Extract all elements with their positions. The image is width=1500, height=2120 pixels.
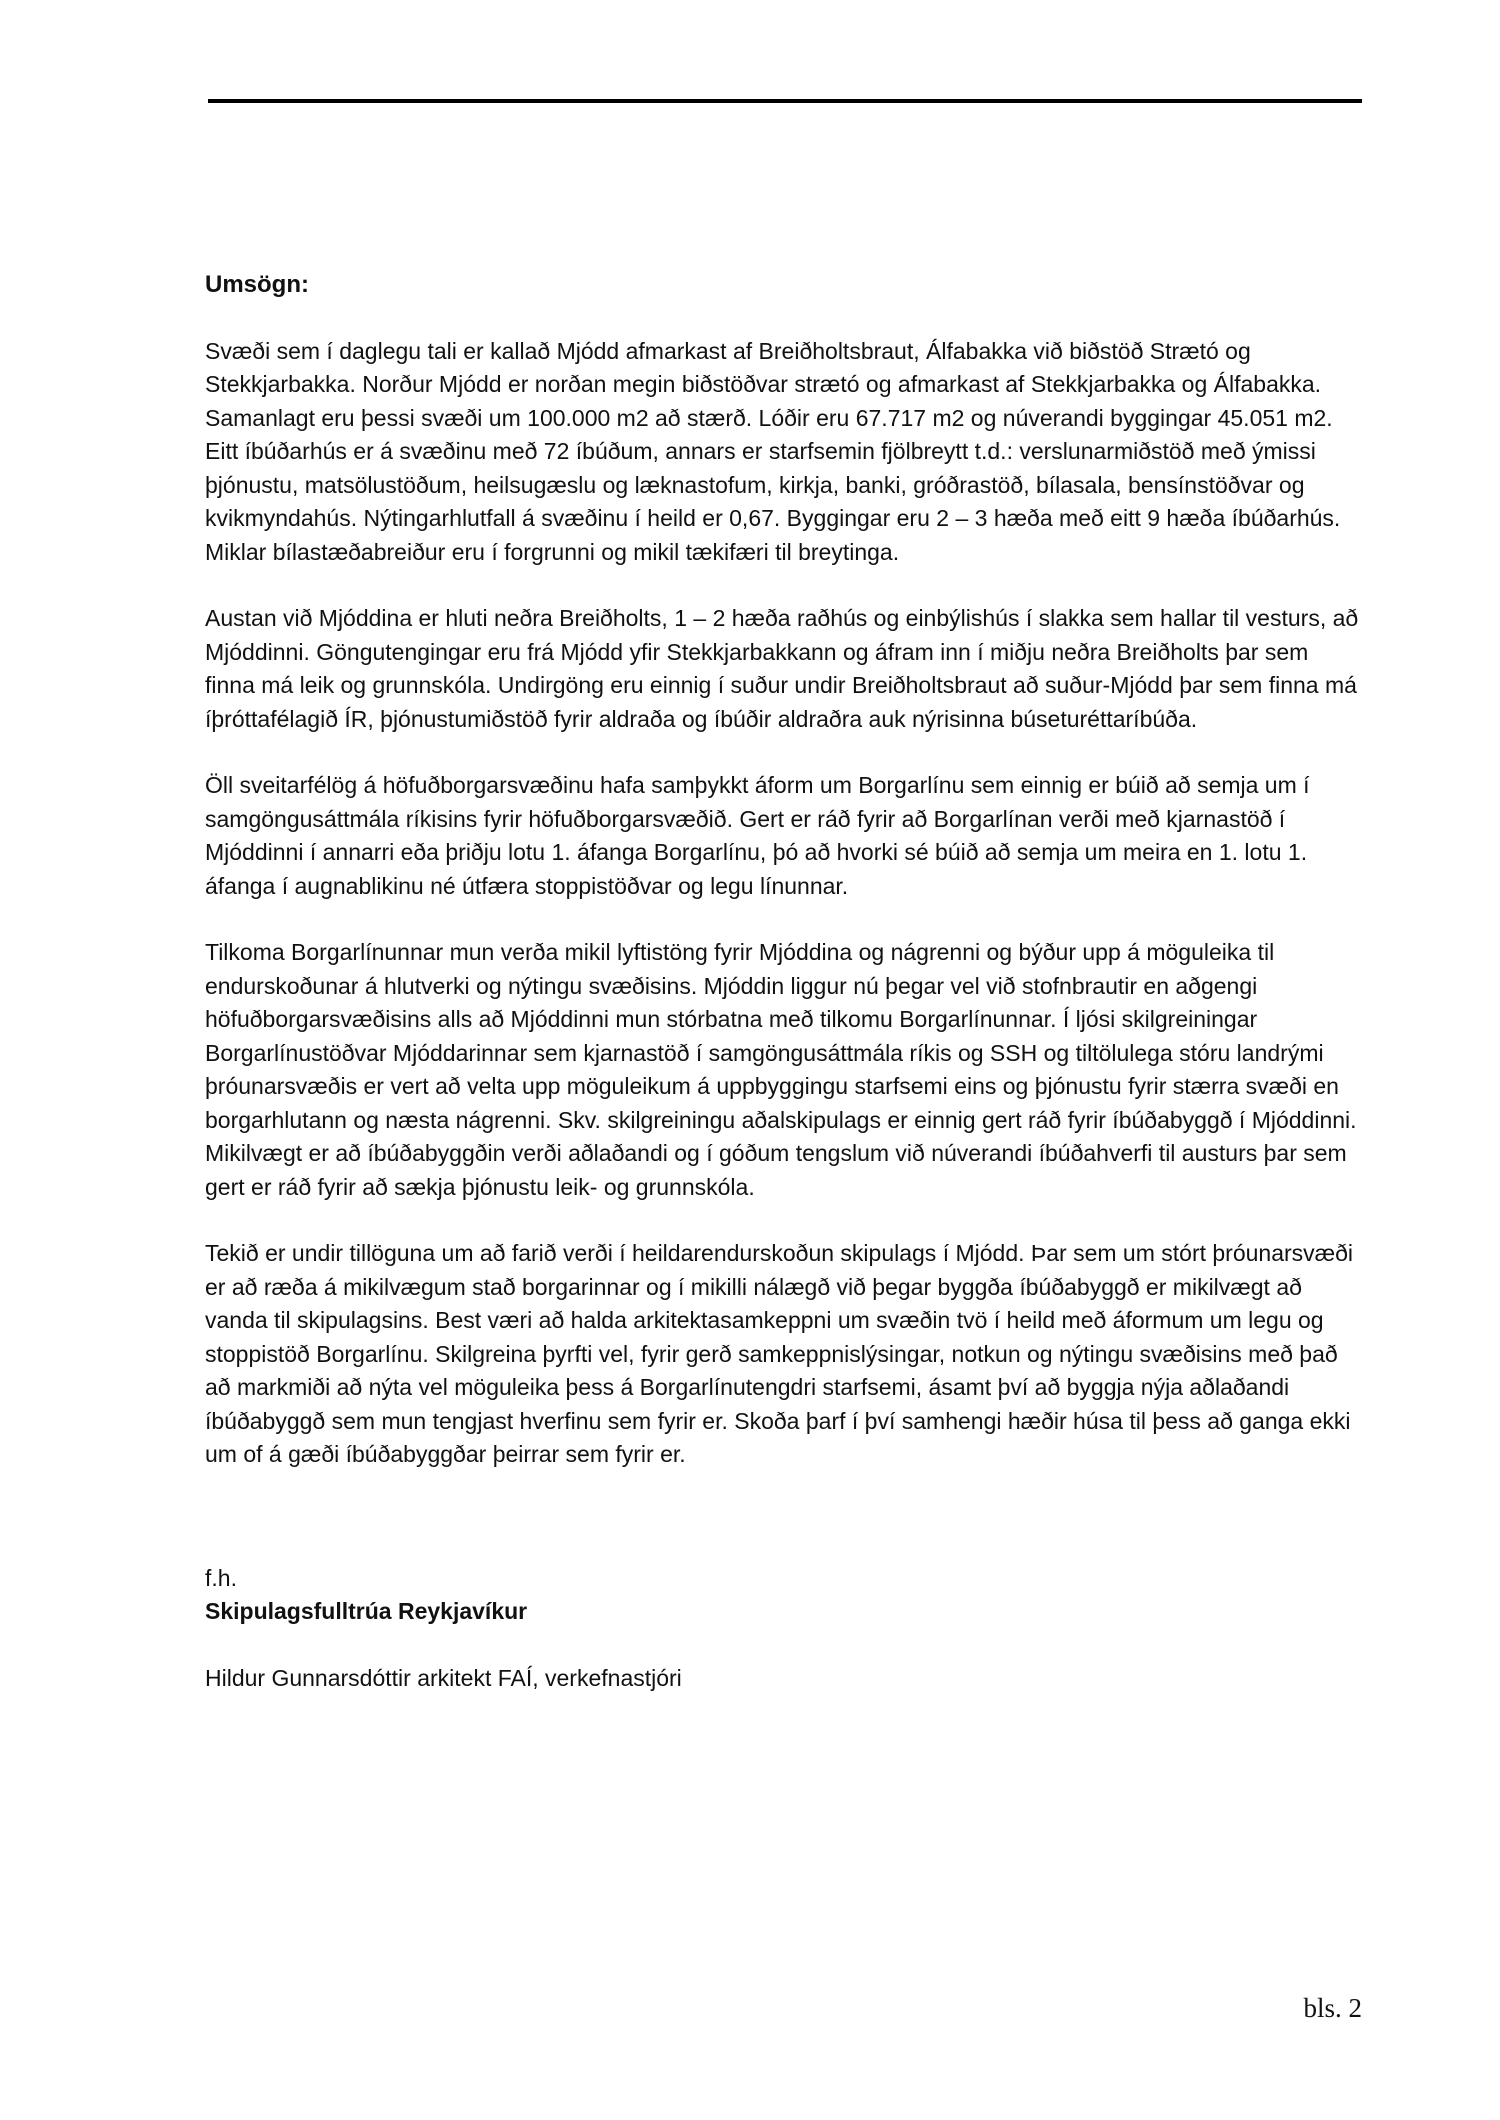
body-paragraph-2: Austan við Mjóddina er hluti neðra Breiðholts, 1 – 2 hæða raðhús og einbýlishús í slakka sem hallar til vesturs, að Mjóddinni. Göngutengingar eru frá Mjódd yfir Stekkjarbakkann og áfram inn í miðju neðra Breiðholts þar sem finna má leik og grunnskóla. Undirgöng eru einnig í suður undir Breiðholtsbraut að suður-Mjódd þar sem finna má íþróttafélagið ÍR, þjónustumiðstöð fyrir aldraða og íbúðir aldraðra auk nýrisinna búseturéttaríbúða. [205, 605, 1359, 732]
signature-name: Hildur Gunnarsdóttir arkitekt FAÍ, verkefnastjóri [205, 1665, 682, 1691]
body-paragraph-5: Tekið er undir tillöguna um að farið verði í heildarendurskoðun skipulags í Mjódd. Þar sem um stórt þróunarsvæði er að ræða á mikilvægum stað borgarinnar og í mikilli nálægð við þegar byggða íbúðabyggð er mikilvægt að vanda til skipulagsins. Best væri að halda arkitektasamkeppni um svæðin tvö í heild með áformum um legu og stoppistöð Borgarlínu. Skilgreina þyrfti vel, fyrir gerð samkeppnislýsingar, notkun og nýtingu svæðisins með það að markmiði að nýta vel möguleika þess á Borgarlínutengdri starfsemi, ásamt því að byggja nýja aðlaðandi íbúðabyggð sem mun tengjast hverfinu sem fyrir er. Skoða þarf í því samhengi hæðir húsa til þess að ganga ekki um of á gæði íbúðabyggðar þeirrar sem fyrir er. [205, 1240, 1354, 1467]
section-heading-umsogn: Umsögn: [205, 271, 309, 298]
letter-body [205, 268, 1363, 1696]
body-paragraph-3: Öll sveitarfélög á höfuðborgarsvæðinu hafa samþykkt áform um Borgarlínu sem einnig er búið að semja um í samgöngusáttmála ríkisins fyrir höfuðborgarsvæðið. Gert er ráð fyrir að Borgarlínan verði með kjarnastöð í Mjóddinni í annarri eða þriðju lotu 1. áfanga Borgarlínu, þó að hvorki sé búið að semja um meira en 1. lotu 1. áfanga í augnablikinu né útfæra stoppistöðvar og legu línunnar. [205, 772, 1310, 899]
signature-block [205, 1562, 1363, 1696]
body-paragraph-4: Tilkoma Borgarlínunnar mun verða mikil lyftistöng fyrir Mjóddina og nágrenni og býður upp á möguleika til endurskoðunar á hlutverki og nýtingu svæðisins. Mjóddin liggur nú þegar vel við stofnbrautir en aðgengi höfuðborgarsvæðisins alls að Mjóddinni mun stórbatna með tilkomu Borgarlínunnar. Í ljósi skilgreiningar Borgarlínustöðvar Mjóddarinnar sem kjarnastöð í samgöngusáttmála ríkis og SSH og tiltölulega stóru landrými þróunarsvæðis er vert að velta upp möguleikum á uppbyggingu starfsemi eins og þjónustu fyrir stærra svæði en borgarhlutann og næsta nágrenni. Skv. skilgreiningu aðalskipulags er einnig gert ráð fyrir íbúðabyggð í Mjóddinni. Mikilvægt er að íbúðabyggðin verði aðlaðandi og í góðum tengslum við núverandi íbúðahverfi til austurs þar sem gert er ráð fyrir að sækja þjónustu leik- og grunnskóla. [205, 939, 1357, 1200]
page-number: bls. 2 [1303, 1993, 1362, 2023]
body-paragraph-1: Svæði sem í daglegu tali er kallað Mjódd afmarkast af Breiðholtsbraut, Álfabakka við biðstöð Strætó og Stekkjarbakka. Norður Mjódd er norðan megin biðstöðvar strætó og afmarkast af Stekkjarbakka og Álfabakka. Samanlagt eru þessi svæði um 100.000 m2 að stærð. Lóðir eru 67.717 m2 og núverandi byggingar 45.051 m2. Eitt íbúðarhús er á svæðinu með 72 íbúðum, annars er starfsemin fjölbreytt t.d.: verslunarmiðstöð með ýmissi þjónustu, matsölustöðum, heilsugæslu og læknastofum, kirkja, banki, gróðrastöð, bílasala, bensínstöðvar og kvikmyndahús. Nýtingarhlutfall á svæðinu í heild er 0,67. Byggingar eru 2 – 3 hæða með eitt 9 hæða íbúðarhús. Miklar bílastæðabreiður eru í forgrunni og mikil tækifæri til breytinga. [205, 337, 1341, 565]
signature-office: Skipulagsfulltrúa Reykjavíkur [205, 1598, 528, 1624]
signature-on-behalf: f.h. [205, 1564, 237, 1591]
header-divider-rule [208, 99, 1362, 103]
